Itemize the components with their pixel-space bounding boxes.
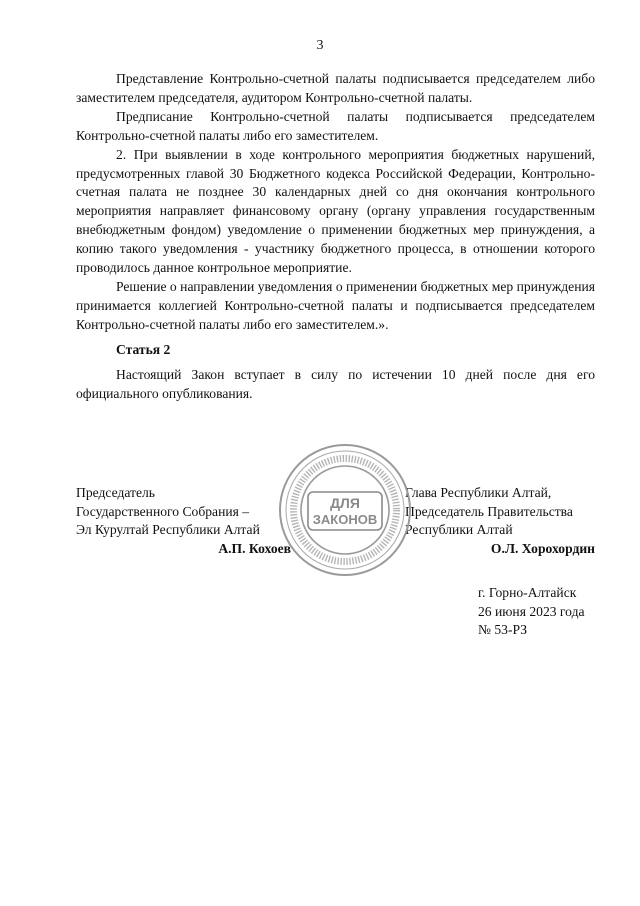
city: г. Горно-Алтайск — [478, 585, 577, 600]
stamp-text: ДЛЯ — [330, 495, 360, 511]
signature-title-line: Республики Алтай — [405, 522, 513, 538]
signature-block-left — [76, 484, 291, 558]
signature-title-line: Председатель Правительства — [405, 503, 573, 519]
paragraph: Представление Контрольно-счетной палаты подписывается председателем либо заместителем председателя, аудитором Контрольно-счетной палаты. — [76, 71, 595, 105]
paragraph: 2. При выявлении в ходе контрольного мероприятия бюджетных нарушений, предусмотренных главой 30 Бюджетного кодекса Российской Федерации, Контрольно-счетная палата не позднее 30 календарных дней со дня окончания контрольного мероприятия направляет финансовому органу (органу управления государственным внебюджетным фондом) уведомление о применении бюджетных мер принуждения, а копию такого уведомления - участнику бюджетного процесса, в отношении которого проводилось данное контрольное мероприятие. — [76, 146, 595, 276]
signature-title-line: Эл Курултай Республики Алтай — [76, 522, 260, 538]
signatory-name: О.Л. Хорохордин — [490, 540, 595, 556]
date: 26 июня 2023 года — [478, 603, 585, 619]
signature-block-right — [405, 484, 595, 558]
signatory-name: А.П. Кохоев — [218, 540, 291, 556]
paragraph: Решение о направлении уведомления о применении бюджетных мер принуждения принимается коллегией Контрольно-счетной палаты и подписывается председателем Контрольно-счетной палаты либо его заместителем.». — [76, 278, 595, 332]
stamp-text: ЗАКОНОВ — [312, 512, 378, 527]
law-number: № 53-РЗ — [478, 622, 528, 638]
signature-title-line: Государственного Собрания – — [76, 503, 250, 519]
paragraph: Предписание Контрольно-счетной палаты подписывается председателем Контрольно-счетной палаты либо его заместителем. — [76, 108, 595, 143]
signature-title-line: Председатель — [76, 485, 155, 500]
page-number: 3 — [316, 38, 324, 53]
article-heading: Статья 2 — [116, 341, 171, 357]
document-footer — [478, 584, 585, 640]
signature-title-line: Глава Республики Алтай, — [405, 485, 552, 500]
document-body — [76, 70, 595, 403]
seal-stamp — [277, 442, 413, 578]
article-text: Настоящий Закон вступает в силу по истечении 10 дней после дня его официального опубликования. — [76, 366, 595, 401]
